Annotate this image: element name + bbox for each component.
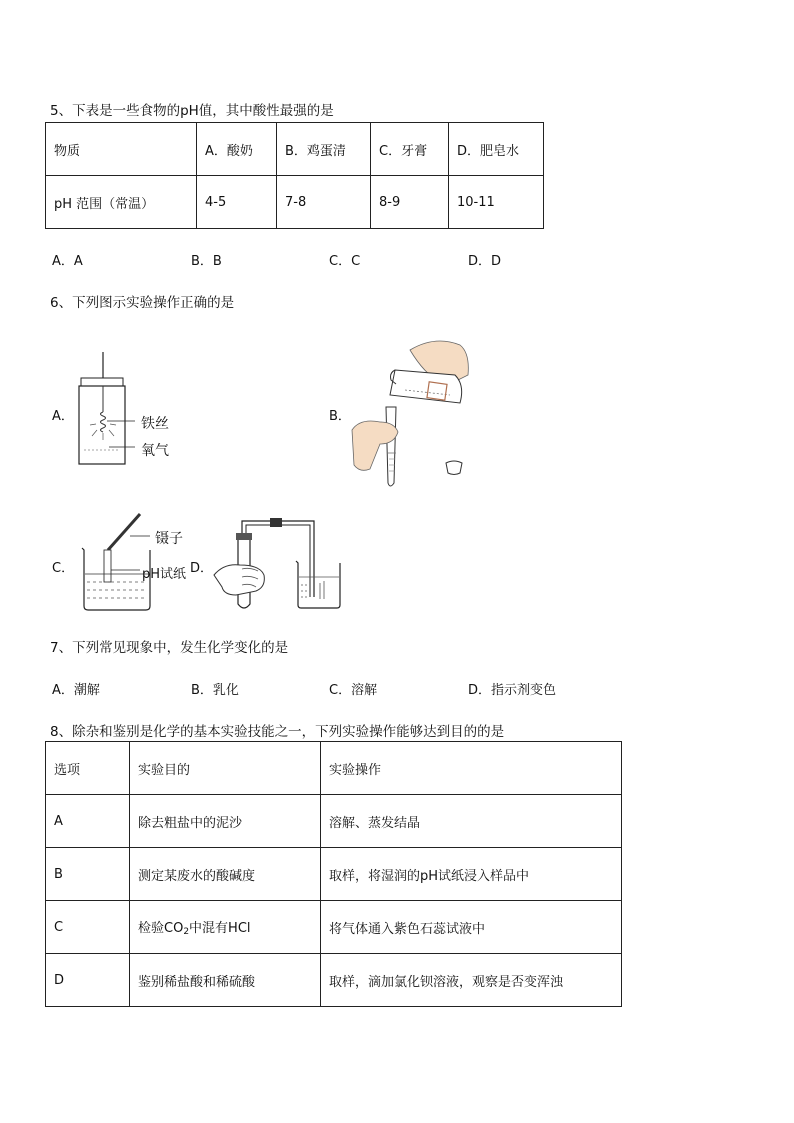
q6-stem: 6、下列图示实验操作正确的是 — [50, 295, 235, 311]
q5-option-d[interactable]: D．D — [468, 254, 502, 269]
q5-header-cell: D．肥皂水 — [449, 123, 544, 176]
q5-header-cell: B．鸡蛋清 — [277, 123, 371, 176]
q7-option-b[interactable]: B．乳化 — [191, 683, 239, 698]
fig-b-pouring-liquid — [350, 335, 480, 490]
q8-goal-cell — [130, 901, 321, 954]
fig-c-label-tweezers: 镊子 — [155, 531, 183, 547]
q8-stem: 8、除杂和鉴别是化学的基本实验技能之一，下列实验操作能够达到目的的是 — [50, 724, 505, 740]
q8-goal-cell: 除去粗盐中的泥沙 — [130, 795, 321, 848]
q8-option-cell: C — [46, 901, 130, 954]
q8-op-cell: 取样，滴加氯化钡溶液，观察是否变浑浊 — [321, 954, 622, 1007]
fig-d-airtightness-check — [212, 515, 347, 610]
fig-a-label-gas: 氧气 — [141, 443, 169, 459]
q8-op-cell: 取样，将湿润的pH试纸浸入样品中 — [321, 848, 622, 901]
q8-goal-post: 中混有HCl — [189, 921, 251, 936]
fig-c-ph-paper-beaker — [78, 512, 168, 612]
q8-goal-pre: 检验CO — [138, 921, 184, 936]
q8-op-cell: 将气体通入紫色石蕊试液中 — [321, 901, 622, 954]
q8-header-cell: 实验目的 — [130, 742, 321, 795]
q8-option-cell: A — [46, 795, 130, 848]
q8-header-cell: 实验操作 — [321, 742, 622, 795]
table-row — [46, 848, 622, 901]
q5-option-a[interactable]: A．A — [52, 254, 83, 269]
q7-stem: 7、下列常见现象中，发生化学变化的是 — [50, 640, 289, 656]
q5-cell: 4-5 — [197, 176, 277, 229]
q5-header-cell: C．牙膏 — [371, 123, 449, 176]
fig-c-label-paper: pH试纸 — [142, 567, 187, 582]
q5-cell: 10-11 — [449, 176, 544, 229]
q8-header-cell: 选项 — [46, 742, 130, 795]
q6-option-d-label[interactable]: D． — [190, 561, 214, 576]
q5-cell: 8-9 — [371, 176, 449, 229]
q6-option-b-label[interactable]: B． — [329, 409, 351, 424]
q7-option-a[interactable]: A．潮解 — [52, 683, 100, 698]
q8-op-cell: 溶解、蒸发结晶 — [321, 795, 622, 848]
q8-table — [45, 741, 622, 1007]
q5-stem: 5、下表是一些食物的pH值，其中酸性最强的是 — [50, 103, 334, 119]
q6-option-a-label[interactable]: A． — [52, 409, 74, 424]
table-row — [46, 901, 622, 954]
q8-option-cell: B — [46, 848, 130, 901]
q5-option-c[interactable]: C．C — [329, 254, 361, 269]
q7-option-d[interactable]: D．指示剂变色 — [468, 683, 557, 698]
q8-goal-cell: 鉴别稀盐酸和稀硫酸 — [130, 954, 321, 1007]
q5-table — [45, 122, 544, 229]
q5-cell: 7-8 — [277, 176, 371, 229]
table-row — [46, 795, 622, 848]
table-row — [46, 954, 622, 1007]
q8-goal-subscript: 2 — [183, 927, 190, 937]
q8-goal-cell: 测定某废水的酸碱度 — [130, 848, 321, 901]
q8-option-cell: D — [46, 954, 130, 1007]
q5-option-b[interactable]: B．B — [191, 254, 222, 269]
q7-option-c[interactable]: C．溶解 — [329, 683, 378, 698]
q6-option-c-label[interactable]: C． — [52, 561, 75, 576]
q5-header-cell: 物质 — [46, 123, 197, 176]
q5-header-cell: A．酸奶 — [197, 123, 277, 176]
fig-a-label-wire: 铁丝 — [141, 416, 169, 432]
q5-cell: pH 范围（常温） — [46, 176, 197, 229]
